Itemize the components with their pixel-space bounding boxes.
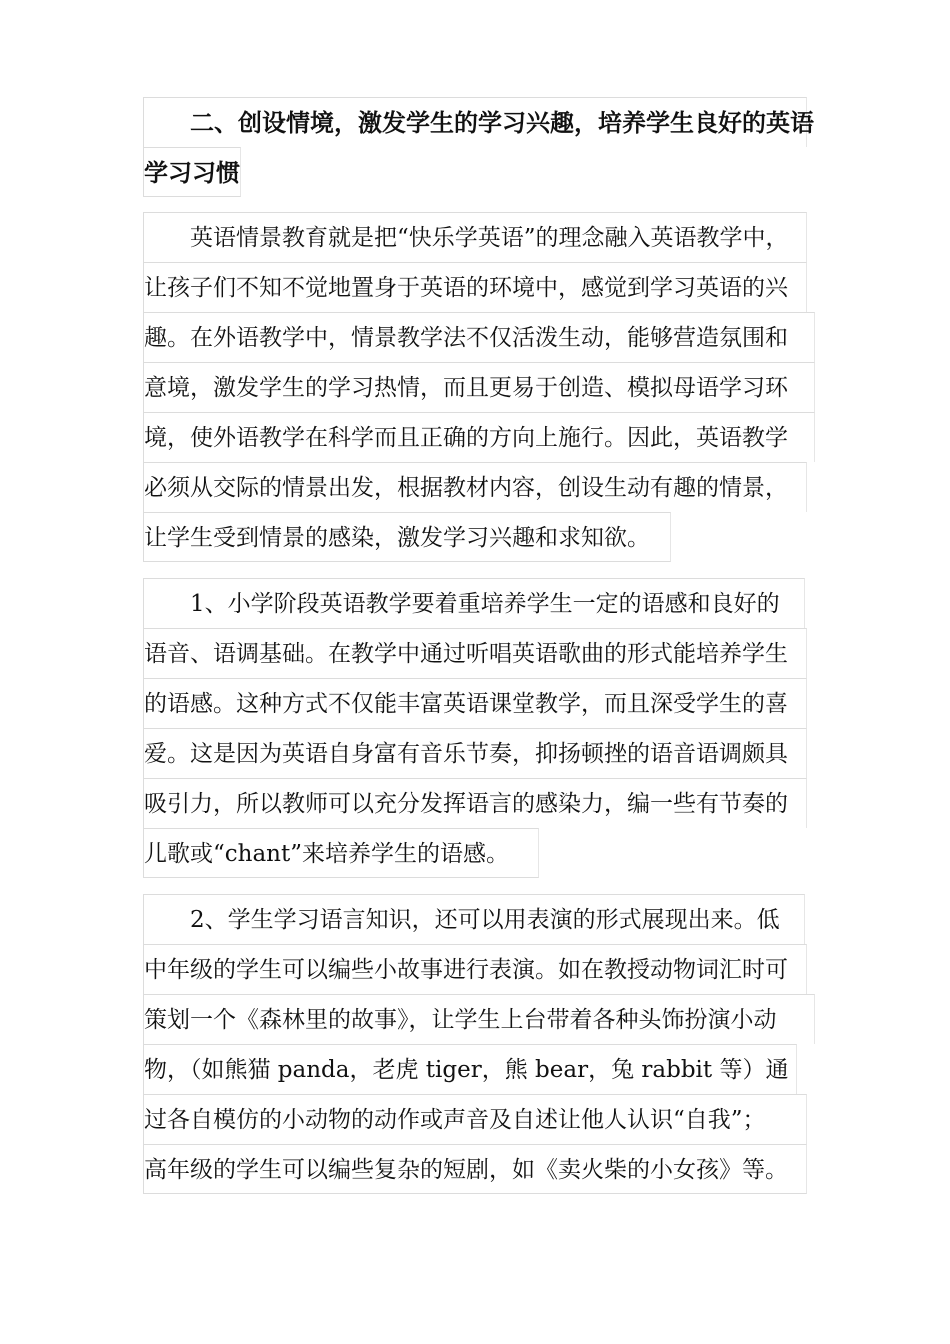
paragraph-1-line: 爱。这是因为英语自身富有音乐节奏，抑扬顿挫的语音语调颇具 bbox=[143, 728, 807, 778]
intro-paragraph-line: 意境，激发学生的学习热情，而且更易于创造、模拟母语学习环 bbox=[143, 362, 815, 412]
intro-paragraph-line: 趣。在外语教学中，情景教学法不仅活泼生动，能够营造氛围和 bbox=[143, 312, 815, 362]
section-heading-line-1: 二、创设情境，激发学生的学习兴趣，培养学生良好的英语 bbox=[143, 97, 807, 147]
paragraph-1-line: 的语感。这种方式不仅能丰富英语课堂教学，而且深受学生的喜 bbox=[143, 678, 807, 728]
paragraph-1-line: 吸引力，所以教师可以充分发挥语言的感染力，编一些有节奏的 bbox=[143, 778, 807, 828]
intro-paragraph-line: 境，使外语教学在科学而且正确的方向上施行。因此，英语教学 bbox=[143, 412, 815, 462]
intro-paragraph-line: 英语情景教育就是把“快乐学英语”的理念融入英语教学中， bbox=[143, 212, 807, 262]
section-heading-line-2: 学习习惯 bbox=[143, 147, 241, 197]
intro-paragraph-line: 让孩子们不知不觉地置身于英语的环境中，感觉到学习英语的兴 bbox=[143, 262, 807, 312]
paragraph-1-line: 语音、语调基础。在教学中通过听唱英语歌曲的形式能培养学生 bbox=[143, 628, 807, 678]
paragraph-2-line: 2、学生学习语言知识，还可以用表演的形式展现出来。低 bbox=[143, 894, 805, 944]
intro-paragraph-line: 必须从交际的情景出发，根据教材内容，创设生动有趣的情景， bbox=[143, 462, 807, 512]
paragraph-2-line: 中年级的学生可以编些小故事进行表演。如在教授动物词汇时可 bbox=[143, 944, 807, 994]
paragraph-2-line: 高年级的学生可以编些复杂的短剧，如《卖火柴的小女孩》等。 bbox=[143, 1144, 807, 1194]
paragraph-2-line: 过各自模仿的小动物的动作或声音及自述让他人认识“自我”； bbox=[143, 1094, 807, 1144]
paragraph-1-line: 1、小学阶段英语教学要着重培养学生一定的语感和良好的 bbox=[143, 578, 805, 628]
paragraph-2-line: 物，（如熊猫 panda，老虎 tiger，熊 bear，兔 rabbit 等）通 bbox=[143, 1044, 797, 1094]
paragraph-1-line: 儿歌或“chant”来培养学生的语感。 bbox=[143, 828, 539, 878]
paragraph-2-line: 策划一个《森林里的故事》，让学生上台带着各种头饰扮演小动 bbox=[143, 994, 815, 1044]
intro-paragraph-line: 让学生受到情景的感染，激发学习兴趣和求知欲。 bbox=[143, 512, 671, 562]
